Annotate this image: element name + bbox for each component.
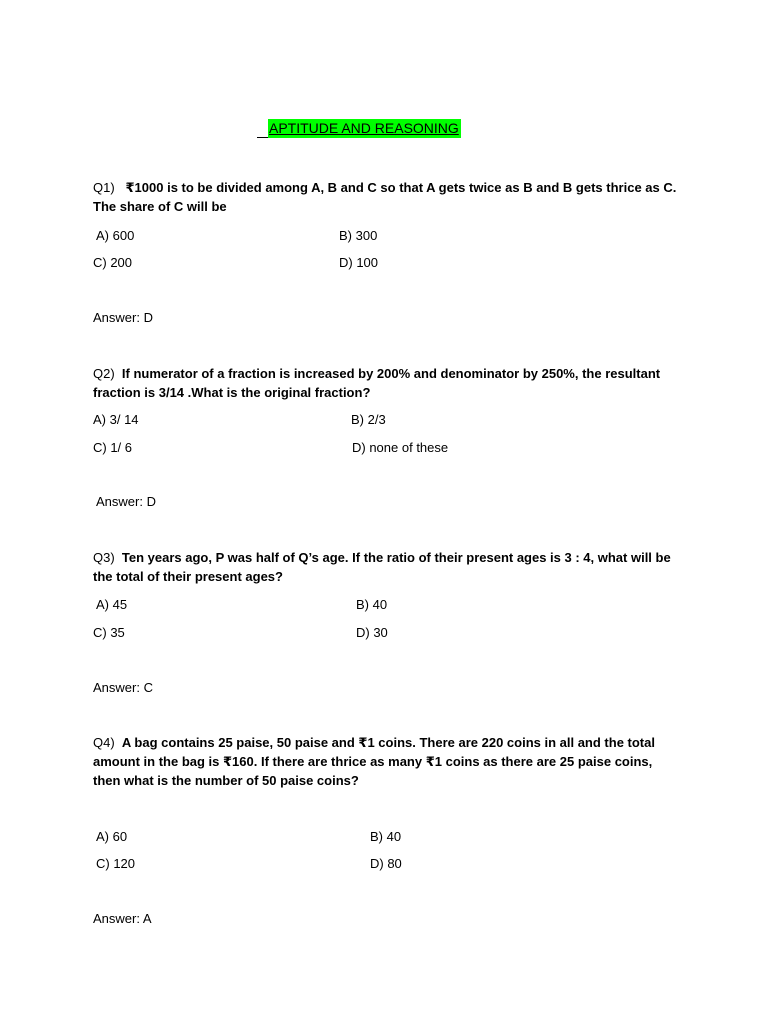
question-text: Ten years ago, P was half of Q’s age. If the ratio of their present ages is 3 : 4, what will be the total of their present ages? xyxy=(93,550,671,584)
question-text: ₹1000 is to be divided among A, B and C so that A gets twice as B and B gets thrice as C. The share of C will be xyxy=(93,180,677,214)
option-c: C) 1/ 6 xyxy=(93,440,133,455)
option-d: D) 100 xyxy=(339,255,379,270)
question-3 xyxy=(93,548,683,586)
question-text: If numerator of a fraction is increased by 200% and denominator by 250%, the resultant fraction is 3/14 .What is the original fraction? xyxy=(93,366,661,400)
option-b: B) 40 xyxy=(356,597,388,612)
question-number: Q4) xyxy=(93,735,115,750)
answer: Answer: C xyxy=(93,680,153,695)
answer: Answer: A xyxy=(93,911,152,926)
option-b: B) 300 xyxy=(339,228,378,243)
question-number: Q3) xyxy=(93,550,115,565)
option-a: A) 45 xyxy=(96,597,128,612)
title-underline-lead xyxy=(257,119,268,138)
option-a: A) 3/ 14 xyxy=(93,412,139,427)
option-d: D) none of these xyxy=(352,440,449,455)
question-text: A bag contains 25 paise, 50 paise and ₹1 coins. There are 220 coins in all and the total amount in the bag is ₹160. If there are thrice as many ₹1 coins as there are 25 paise coins, then what is the number of 50 paise coins? xyxy=(93,735,655,788)
question-4 xyxy=(93,733,683,790)
answer: Answer: D xyxy=(93,310,153,325)
option-c: C) 35 xyxy=(93,625,125,640)
title-block xyxy=(257,119,461,138)
option-c: C) 120 xyxy=(96,856,136,871)
option-c: C) 200 xyxy=(93,255,133,270)
question-1 xyxy=(93,178,683,216)
option-a: A) 60 xyxy=(96,829,128,844)
option-d: D) 30 xyxy=(356,625,388,640)
option-b: B) 40 xyxy=(370,829,402,844)
answer: Answer: D xyxy=(96,494,156,509)
question-number: Q2) xyxy=(93,366,115,381)
question-2 xyxy=(93,364,683,402)
option-d: D) 80 xyxy=(370,856,402,871)
page-title: APTITUDE AND REASONING xyxy=(269,120,459,136)
option-a: A) 600 xyxy=(96,228,135,243)
question-number: Q1) xyxy=(93,180,115,195)
option-b: B) 2/3 xyxy=(351,412,386,427)
